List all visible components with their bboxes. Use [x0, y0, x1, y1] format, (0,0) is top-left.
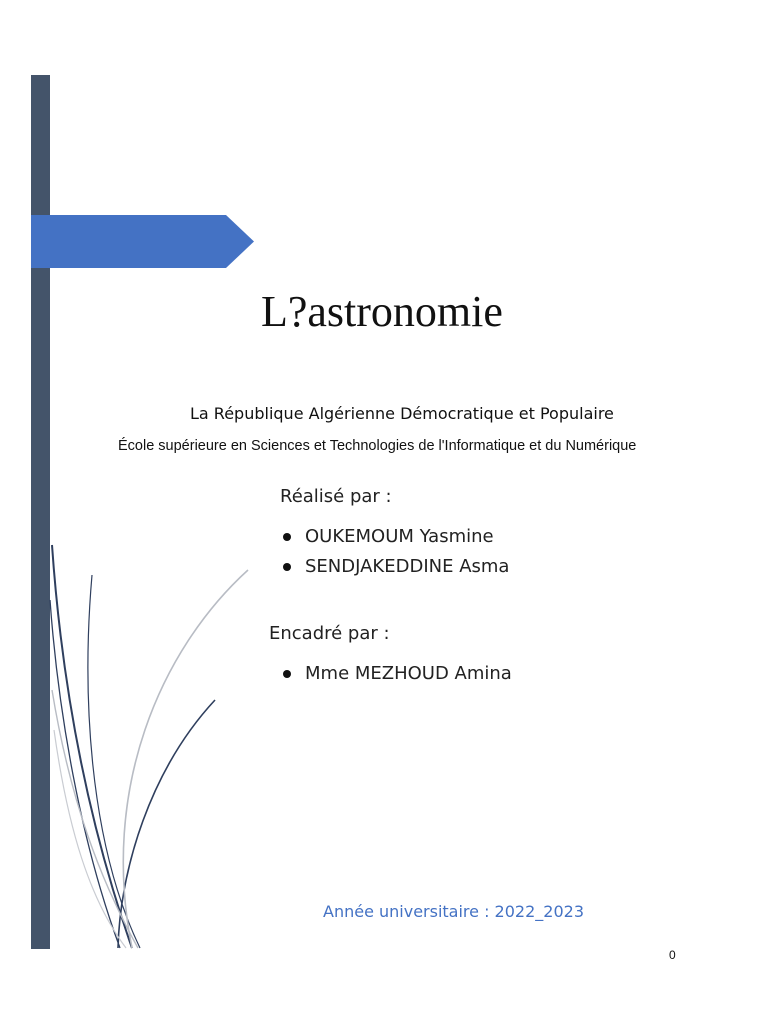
authors-label: Réalisé par :: [280, 486, 392, 507]
supervisor-name: Mme MEZHOUD Amina: [305, 663, 512, 684]
bullet-icon: [283, 533, 291, 541]
supervisor-label: Encadré par :: [269, 623, 390, 644]
bullet-icon: [283, 670, 291, 678]
page-number: 0: [669, 948, 676, 962]
school-name: École supérieure en Sciences et Technologies de l'Informatique et du Numérique: [118, 438, 637, 454]
document-title: L?astronomie: [261, 287, 503, 336]
academic-year: Année universitaire : 2022_2023: [323, 902, 584, 921]
supervisors-list: [283, 661, 512, 691]
author-name: SENDJAKEDDINE Asma: [305, 556, 510, 577]
authors-list: [283, 524, 509, 584]
author-name: OUKEMOUM Yasmine: [305, 526, 494, 547]
list-item: [283, 554, 509, 584]
list-item: [283, 524, 509, 554]
republic-heading: La République Algérienne Démocratique et Populaire: [190, 404, 614, 423]
bullet-icon: [283, 563, 291, 571]
list-item: [283, 661, 512, 691]
arrow-banner-shape: [31, 215, 254, 268]
decorative-curves: [40, 540, 270, 950]
